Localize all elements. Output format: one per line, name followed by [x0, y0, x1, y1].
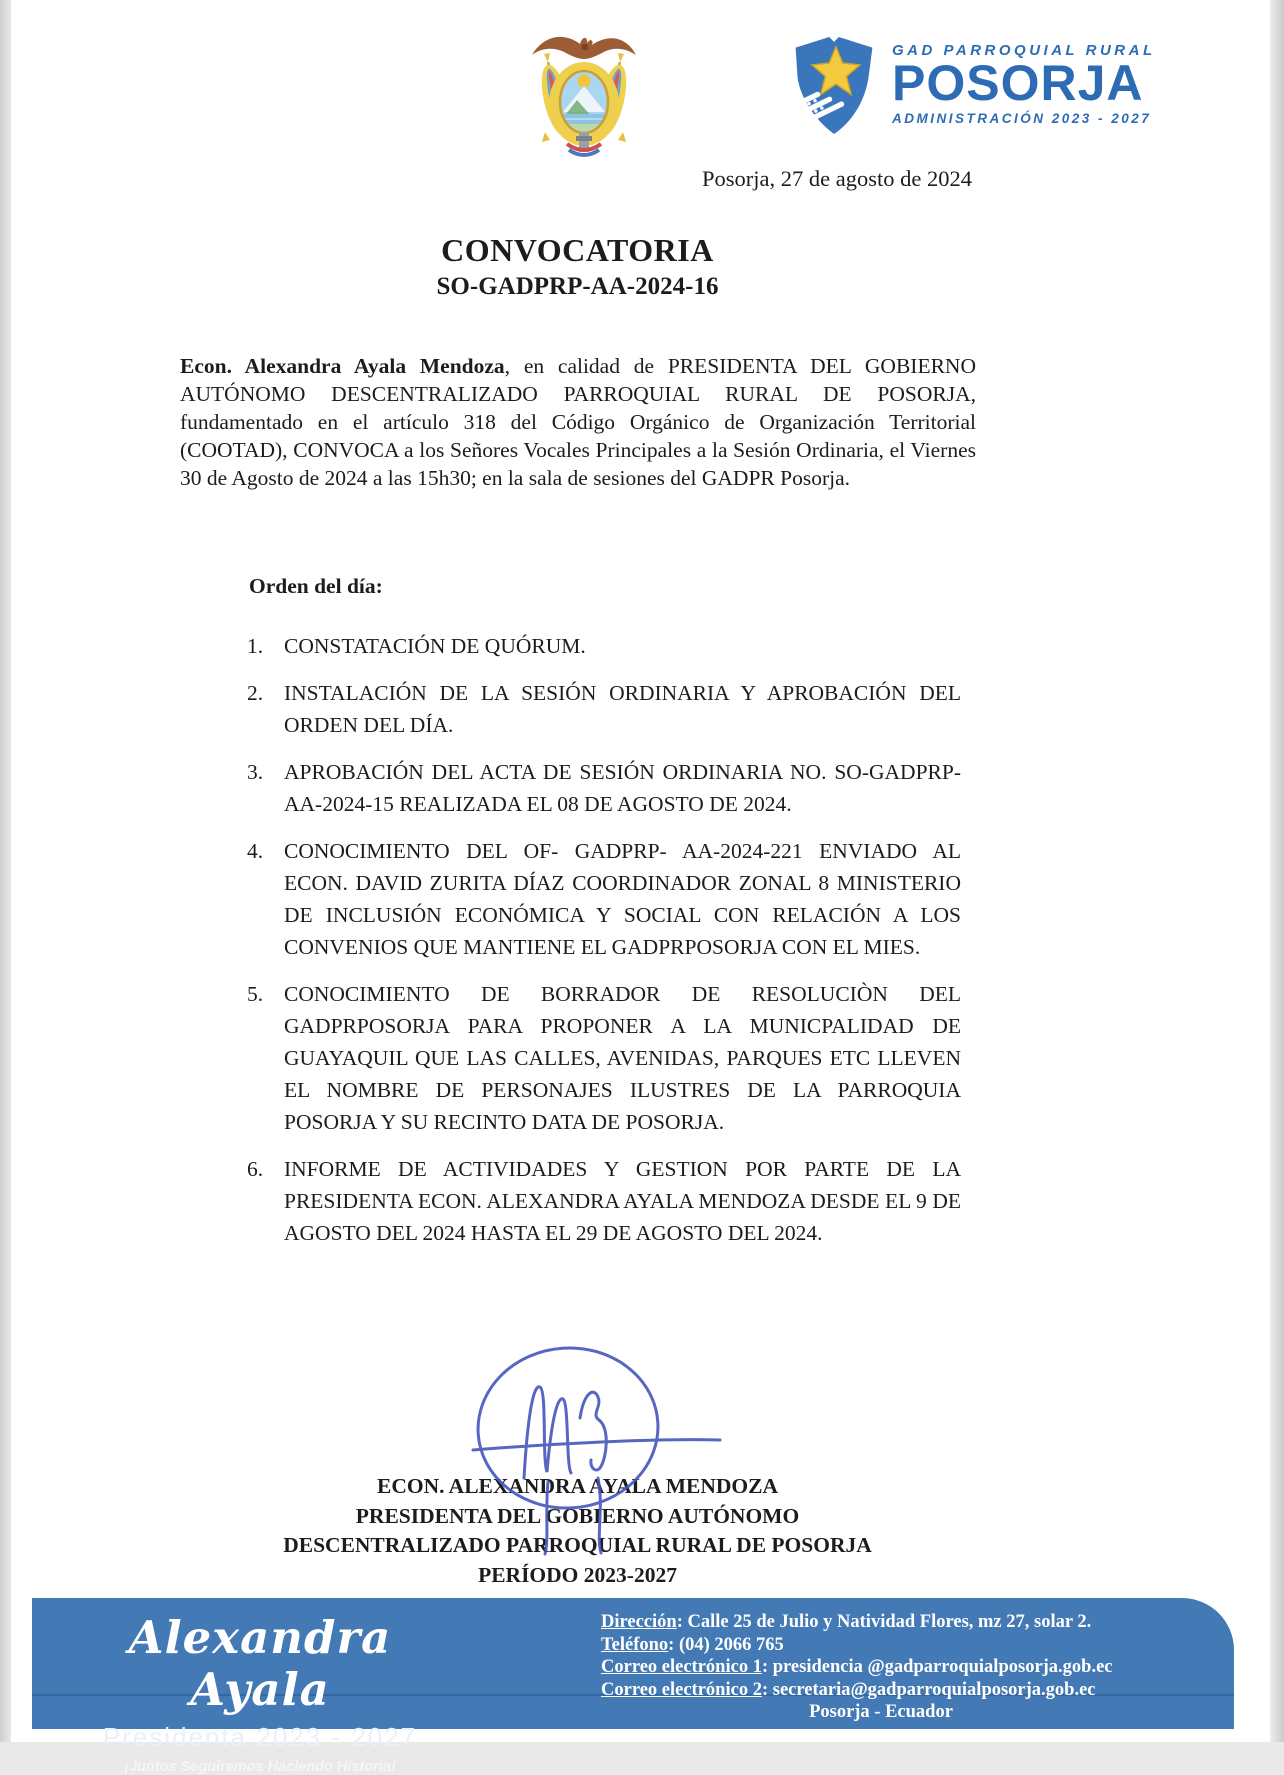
- contact-label: Correo electrónico 2: [601, 1679, 762, 1700]
- intro-text: , en calidad de PRESIDENTA DEL GOBIERNO AUTÓNOMO DESCENTRALIZADO PARROQUIAL RURAL DE POSORJA, fundamentado en el artículo 318 del Código Orgánico de Organización Territorial (COOTAD), CONVOCA a los Señores Vocales Principales a la Sesión Ordinaria, el Viernes 30 de Agosto de 2024 a las 15h30; en la sala de sesiones del GADPR Posorja.: [180, 354, 976, 490]
- contact-label: Correo electrónico 1: [601, 1657, 762, 1677]
- footer-script-role: Presidenta 2023 - 2027: [102, 1722, 418, 1752]
- agenda-item-number: 6.: [247, 1157, 264, 1181]
- contact-value: : (04) 2066 765: [668, 1634, 784, 1655]
- logo-administration: ADMINISTRACIÓN 2023 - 2027: [892, 111, 1152, 126]
- agenda-item: [247, 630, 961, 662]
- footer-slogan: ¡Juntos Seguiremos Haciendo Historia!: [124, 1759, 396, 1775]
- signature-ink-icon: [428, 1340, 750, 1570]
- contact-row-telefono: [601, 1634, 1161, 1657]
- agenda-item-number: 4.: [247, 839, 264, 863]
- contact-value: : presidencia @gadparroquialposorja.gob.ec: [761, 1657, 1113, 1677]
- footer-location: Posorja - Ecuador: [809, 1702, 953, 1722]
- document-title: CONVOCATORIA: [441, 232, 714, 268]
- agenda-item-number: 1.: [247, 634, 264, 658]
- signature-role-line2: DESCENTRALIZADO PARROQUIAL RURAL DE POSORJA: [283, 1533, 872, 1557]
- signature-name: ECON. ALEXANDRA AYALA MENDOZA: [376, 1474, 778, 1498]
- agenda-item-text: CONSTATACIÓN DE QUÓRUM.: [284, 634, 586, 658]
- agenda-item: [247, 835, 961, 963]
- agenda-item: [247, 756, 961, 820]
- ecuador-coat-of-arms-icon: [523, 28, 645, 166]
- posorja-logo: [786, 30, 1186, 148]
- agenda-item: [247, 1153, 961, 1249]
- intro-name: Econ. Alexandra Ayala Mendoza: [180, 354, 505, 378]
- agenda-item-text: INSTALACIÓN DE LA SESIÓN ORDINARIA Y APROBACIÓN DEL ORDEN DEL DÍA.: [284, 681, 961, 737]
- agenda-item-text: CONOCIMIENTO DE BORRADOR DE RESOLUCIÒN DEL GADPRPOSORJA PARA PROPONER A LA MUNICPALIDAD DE GUAYAQUIL QUE LAS CALLES, AVENIDAS, PARQUES ETC LLEVEN EL NOMBRE DE PERSONAJES ILUSTRES DE LA PARROQUIA POSORJA Y SU RECINTO DATA DE POSORJA.: [284, 982, 961, 1134]
- contact-label: Teléfono: [601, 1634, 669, 1655]
- contact-row-direccion: [601, 1611, 1161, 1634]
- footer-script-block: [60, 1612, 460, 1775]
- scan-edge-right: [1270, 0, 1284, 1742]
- intro-paragraph: [180, 352, 976, 492]
- scan-edge-left: [0, 0, 11, 1742]
- document-code: SO-GADPRP-AA-2024-16: [436, 273, 719, 300]
- agenda-item: [247, 978, 961, 1138]
- agenda-item-number: 3.: [247, 760, 264, 784]
- agenda-list: [247, 630, 961, 1264]
- agenda-item-text: INFORME DE ACTIVIDADES Y GESTION POR PARTE DE LA PRESIDENTA ECON. ALEXANDRA AYALA MENDOZA DESDE EL 9 DE AGOSTO DEL 2024 HASTA EL 29 DE AGOSTO DEL 2024.: [284, 1157, 961, 1245]
- date-line: Posorja, 27 de agosto de 2024: [702, 166, 972, 191]
- contact-row-correo-2: [601, 1679, 1161, 1702]
- agenda-heading: Orden del día:: [249, 574, 383, 598]
- contact-row-correo-1: [601, 1656, 1161, 1679]
- agenda-item-text: CONOCIMIENTO DEL OF- GADPRP- AA-2024-221 ENVIADO AL ECON. DAVID ZURITA DÍAZ COORDINADOR ZONAL 8 MINISTERIO DE INCLUSIÓN ECONÓMICA Y SOCIAL CON RELACIÓN A LOS CONVENIOS QUE MANTIENE EL GADPRPOSORJA CON EL MIES.: [284, 839, 961, 959]
- agenda-item-text: APROBACIÓN DEL ACTA DE SESIÓN ORDINARIA NO. SO-GADPRP- AA-2024-15 REALIZADA EL 08 DE AGOSTO DE 2024.: [284, 760, 961, 816]
- contact-value: : secretaria@gadparroquialposorja.gob.ec: [761, 1679, 1096, 1700]
- signature-period: PERÍODO 2023-2027: [478, 1562, 677, 1587]
- agenda-item: [247, 677, 961, 741]
- agenda-item-number: 5.: [247, 982, 264, 1006]
- footer-contact-block: [601, 1611, 1161, 1724]
- footer-script-name: Alexandra Ayala: [128, 1611, 392, 1716]
- title-block: [180, 232, 975, 301]
- signature-role-line1: PRESIDENTA DEL GOBIERNO AUTÓNOMO: [355, 1503, 800, 1528]
- posorja-shield-icon: [786, 30, 882, 142]
- logo-org-name: POSORJA: [892, 55, 1144, 111]
- contact-label: Dirección: [601, 1612, 677, 1632]
- contact-value: : Calle 25 de Julio y Natividad Flores, mz 27, solar 2.: [676, 1612, 1092, 1632]
- logo-org-type: GAD PARROQUIAL RURAL: [892, 42, 1156, 59]
- agenda-item-number: 2.: [247, 681, 264, 705]
